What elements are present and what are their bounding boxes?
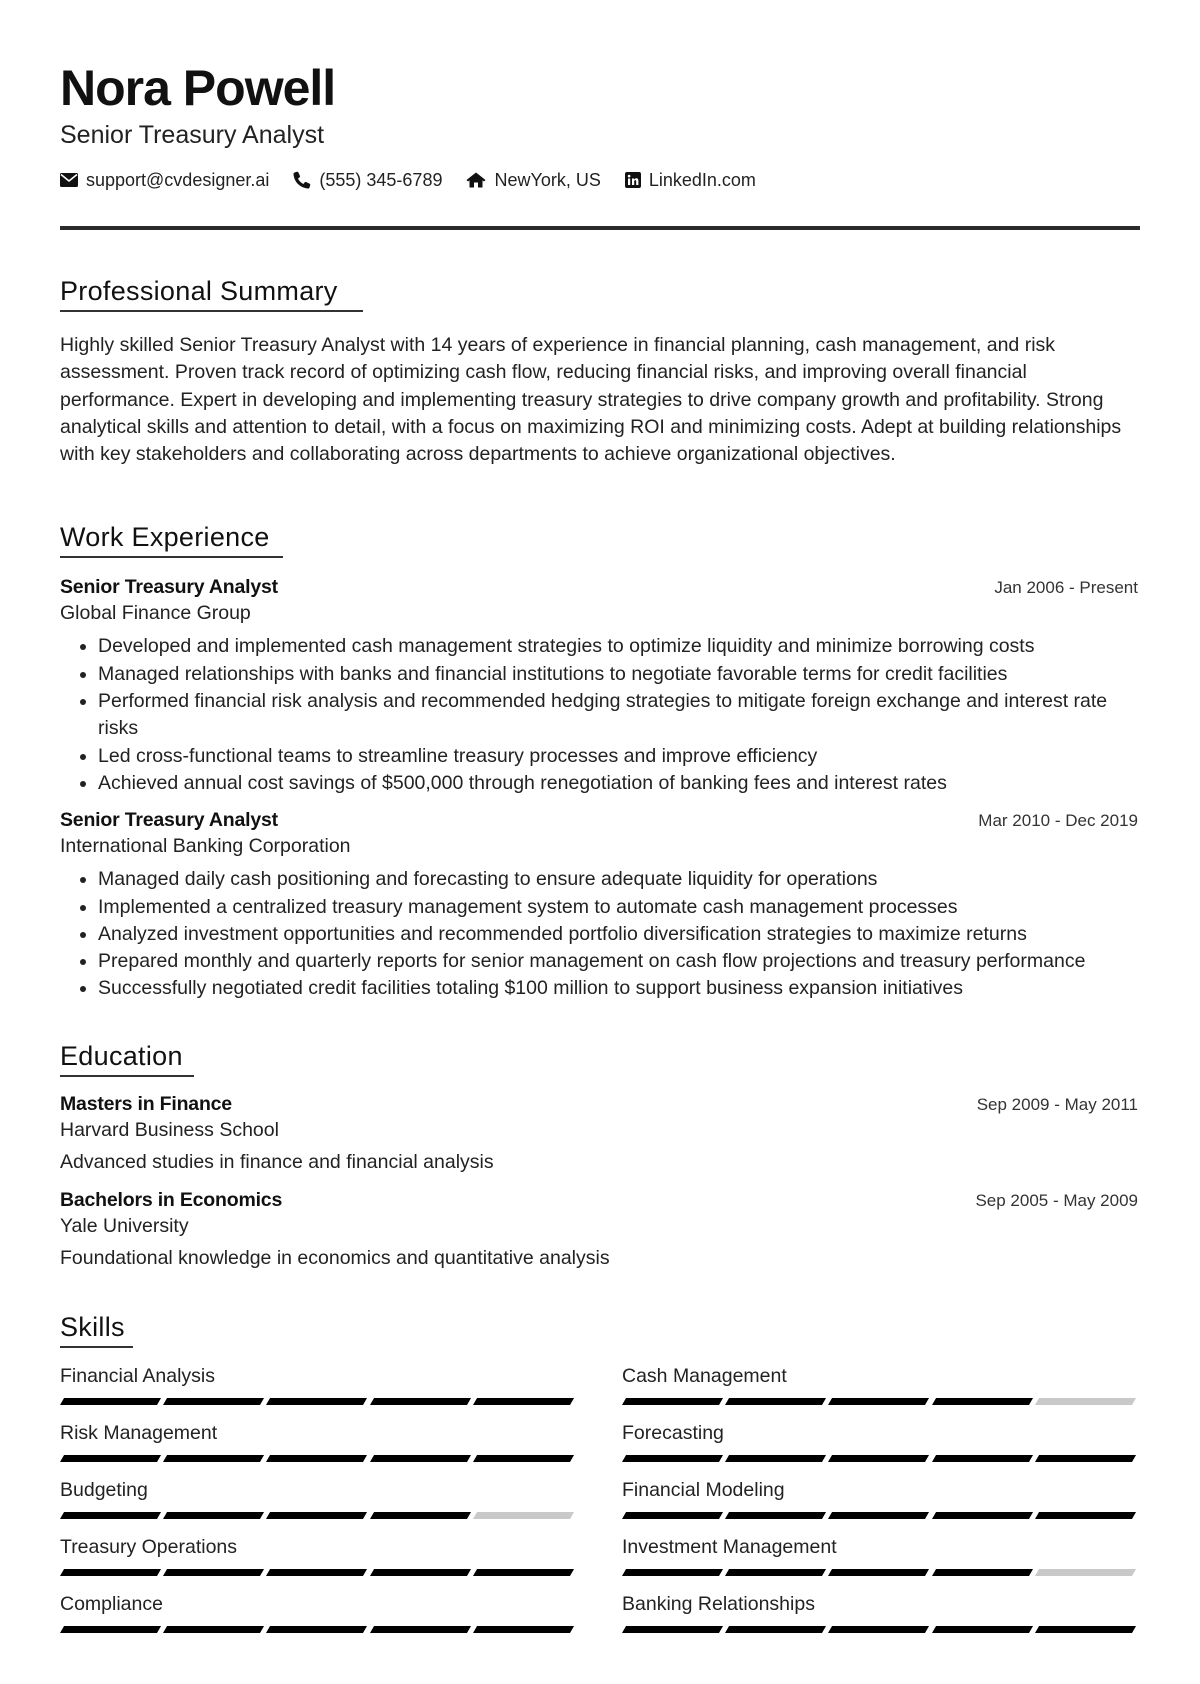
education-dates: Sep 2009 - May 2011	[976, 1094, 1138, 1114]
skill-level-segment-filled	[60, 1398, 161, 1405]
degree-name: Masters in Finance	[60, 1092, 232, 1115]
skill-level-segment-filled	[370, 1398, 471, 1405]
job-dates: Mar 2010 - Dec 2019	[978, 811, 1138, 831]
skill-name: Treasury Operations	[60, 1535, 238, 1558]
skill-level-segment-filled	[622, 1398, 723, 1405]
skill-level-segment-filled	[1035, 1512, 1136, 1519]
skill-level-segment-filled	[725, 1455, 826, 1462]
school-name: Harvard Business School	[60, 1118, 279, 1141]
skills-grid	[60, 1364, 1138, 1649]
education-description: Foundational knowledge in economics and quantitative analysis	[60, 1246, 610, 1269]
skill-level-segment-filled	[828, 1455, 929, 1462]
skill-item	[60, 1535, 576, 1592]
skill-level-bar	[622, 1626, 1138, 1633]
summary-section	[60, 274, 1138, 468]
skill-level-bar	[622, 1455, 1138, 1462]
skill-level-segment-filled	[266, 1455, 367, 1462]
job-dates: Jan 2006 - Present	[994, 578, 1138, 598]
linkedin-icon	[625, 172, 641, 188]
skill-item	[622, 1364, 1138, 1421]
summary-text: Highly skilled Senior Treasury Analyst with 14 years of experience in financial planning, cash management, and risk assessment. Proven track record of optimizing cash flow, reducing financial risks, and improving overall financial performance. Expert in developing and implementing treasury strategies to drive company growth and profitability. Strong analytical skills and attention to detail, with a focus on maximizing ROI and minimizing costs. Adept at building relationships with key stakeholders and collaborating across departments to achieve organizational objectives.	[60, 334, 1122, 466]
skill-level-segment-filled	[932, 1398, 1033, 1405]
skill-name: Compliance	[60, 1592, 163, 1615]
skills-section	[60, 1310, 1138, 1649]
skill-level-segment-filled	[622, 1569, 723, 1576]
job-company: Global Finance Group	[60, 602, 251, 625]
skill-level-segment-filled	[370, 1455, 471, 1462]
skill-level-bar	[60, 1569, 576, 1576]
contact-phone-text: (555) 345-6789	[319, 169, 443, 190]
skill-level-segment-filled	[932, 1455, 1033, 1462]
education-entry	[60, 1093, 1138, 1174]
header-divider	[60, 226, 1140, 230]
education-section	[60, 1039, 1138, 1270]
skill-name: Risk Management	[60, 1421, 218, 1444]
skill-level-bar	[622, 1512, 1138, 1519]
skill-level-segment-filled	[60, 1455, 161, 1462]
education-heading: Education	[60, 1039, 194, 1077]
skill-level-segment-filled	[725, 1569, 826, 1576]
education-description: Advanced studies in finance and financial analysis	[60, 1150, 494, 1173]
resume-page	[60, 58, 1138, 1649]
skill-level-segment-filled	[266, 1626, 367, 1633]
skill-item	[60, 1478, 576, 1535]
skill-name: Budgeting	[60, 1478, 148, 1501]
skill-level-bar	[60, 1398, 576, 1405]
list-item: • Led cross-functional teams to streamline treasury processes and improve efficiency	[98, 743, 1138, 770]
skill-level-segment-filled	[828, 1398, 929, 1405]
list-item: • Performed financial risk analysis and recommended hedging strategies to mitigate foreign exchange and interest rate risks	[98, 688, 1138, 743]
skill-level-segment-filled	[60, 1626, 161, 1633]
skill-item	[622, 1421, 1138, 1478]
skill-item	[60, 1592, 576, 1649]
list-item: • Managed daily cash positioning and forecasting to ensure adequate liquidity for operations	[98, 866, 1138, 893]
skill-level-segment-filled	[828, 1512, 929, 1519]
contact-phone[interactable]	[293, 170, 442, 191]
list-item: • Successfully negotiated credit facilities totaling $100 million to support business expansion initiatives	[98, 975, 1138, 1002]
skill-level-segment-filled	[266, 1398, 367, 1405]
skill-level-segment-filled	[473, 1398, 574, 1405]
skill-name: Cash Management	[622, 1364, 787, 1387]
skill-level-segment-filled	[1035, 1626, 1136, 1633]
education-entry	[60, 1189, 1138, 1270]
contact-linkedin[interactable]	[625, 170, 756, 191]
job-bullets	[60, 633, 1138, 797]
list-item: • Achieved annual cost savings of $500,000 through renegotiation of banking fees and interest rates	[98, 770, 1138, 797]
skill-name: Banking Relationships	[622, 1592, 815, 1615]
skill-level-segment-filled	[725, 1398, 826, 1405]
skill-level-segment-filled	[725, 1512, 826, 1519]
skill-name: Forecasting	[622, 1421, 724, 1444]
skill-level-bar	[622, 1398, 1138, 1405]
skill-level-bar	[60, 1512, 576, 1519]
contact-email-text: support@cvdesigner.ai	[86, 169, 270, 190]
candidate-title: Senior Treasury Analyst	[60, 121, 325, 149]
skill-level-segment-filled	[622, 1512, 723, 1519]
skill-level-segment-empty	[1035, 1569, 1136, 1576]
resume-header	[60, 58, 1138, 192]
skill-level-segment-filled	[266, 1569, 367, 1576]
skill-level-bar	[622, 1569, 1138, 1576]
skill-level-bar	[60, 1626, 576, 1633]
job-entry	[60, 576, 1138, 797]
contact-linkedin-text: LinkedIn.com	[648, 169, 756, 190]
skill-level-segment-empty	[473, 1512, 574, 1519]
job-title: Senior Treasury Analyst	[60, 576, 278, 599]
skill-level-segment-filled	[1035, 1455, 1136, 1462]
skill-level-segment-filled	[163, 1626, 264, 1633]
contact-location	[466, 170, 600, 191]
skill-item	[622, 1535, 1138, 1592]
job-bullets	[60, 866, 1138, 1002]
skill-level-segment-filled	[725, 1626, 826, 1633]
skill-level-segment-filled	[266, 1512, 367, 1519]
skill-level-segment-filled	[828, 1569, 929, 1576]
list-item: • Managed relationships with banks and financial institutions to negotiate favorable terms for credit facilities	[98, 661, 1138, 688]
skill-level-segment-filled	[370, 1512, 471, 1519]
contact-bar	[60, 168, 1138, 192]
education-dates: Sep 2005 - May 2009	[975, 1190, 1138, 1210]
skill-level-segment-filled	[473, 1455, 574, 1462]
contact-email[interactable]	[60, 170, 269, 191]
home-icon	[466, 172, 486, 188]
skill-item	[60, 1364, 576, 1421]
list-item: • Developed and implemented cash management strategies to optimize liquidity and minimize borrowing costs	[98, 633, 1138, 660]
skills-heading: Skills	[60, 1310, 133, 1348]
job-title: Senior Treasury Analyst	[60, 809, 278, 832]
skill-level-segment-filled	[60, 1512, 161, 1519]
school-name: Yale University	[60, 1214, 189, 1237]
degree-name: Bachelors in Economics	[60, 1188, 283, 1211]
skill-level-segment-filled	[932, 1626, 1033, 1633]
skill-level-segment-filled	[370, 1626, 471, 1633]
list-item: • Analyzed investment opportunities and recommended portfolio diversification strategies to maximize returns	[98, 921, 1138, 948]
skill-level-segment-filled	[622, 1455, 723, 1462]
skill-level-segment-filled	[932, 1512, 1033, 1519]
skill-level-segment-filled	[932, 1569, 1033, 1576]
skill-item	[622, 1478, 1138, 1535]
skill-level-segment-filled	[163, 1569, 264, 1576]
skill-level-segment-filled	[163, 1455, 264, 1462]
phone-icon	[293, 171, 311, 189]
skill-name: Investment Management	[622, 1535, 837, 1558]
skill-level-segment-filled	[60, 1569, 161, 1576]
list-item: • Implemented a centralized treasury management system to automate cash management processes	[98, 894, 1138, 921]
skill-level-segment-empty	[1035, 1398, 1136, 1405]
job-company: International Banking Corporation	[60, 835, 351, 858]
experience-section	[60, 520, 1138, 1002]
skill-level-segment-filled	[163, 1512, 264, 1519]
skill-level-segment-filled	[163, 1398, 264, 1405]
candidate-name: Nora Powell	[60, 60, 336, 116]
skill-level-segment-filled	[828, 1626, 929, 1633]
skill-level-segment-filled	[473, 1626, 574, 1633]
skill-item	[60, 1421, 576, 1478]
contact-location-text: NewYork, US	[494, 169, 601, 190]
skill-level-segment-filled	[473, 1569, 574, 1576]
experience-heading: Work Experience	[60, 520, 283, 558]
list-item: • Prepared monthly and quarterly reports for senior management on cash flow projections and treasury performance	[98, 948, 1138, 975]
skill-level-segment-filled	[370, 1569, 471, 1576]
skill-name: Financial Analysis	[60, 1364, 215, 1387]
skill-name: Financial Modeling	[622, 1478, 785, 1501]
skill-level-bar	[60, 1455, 576, 1462]
envelope-icon	[60, 173, 78, 187]
skill-level-segment-filled	[622, 1626, 723, 1633]
skill-item	[622, 1592, 1138, 1649]
summary-heading: Professional Summary	[60, 274, 363, 312]
job-entry	[60, 809, 1138, 1002]
